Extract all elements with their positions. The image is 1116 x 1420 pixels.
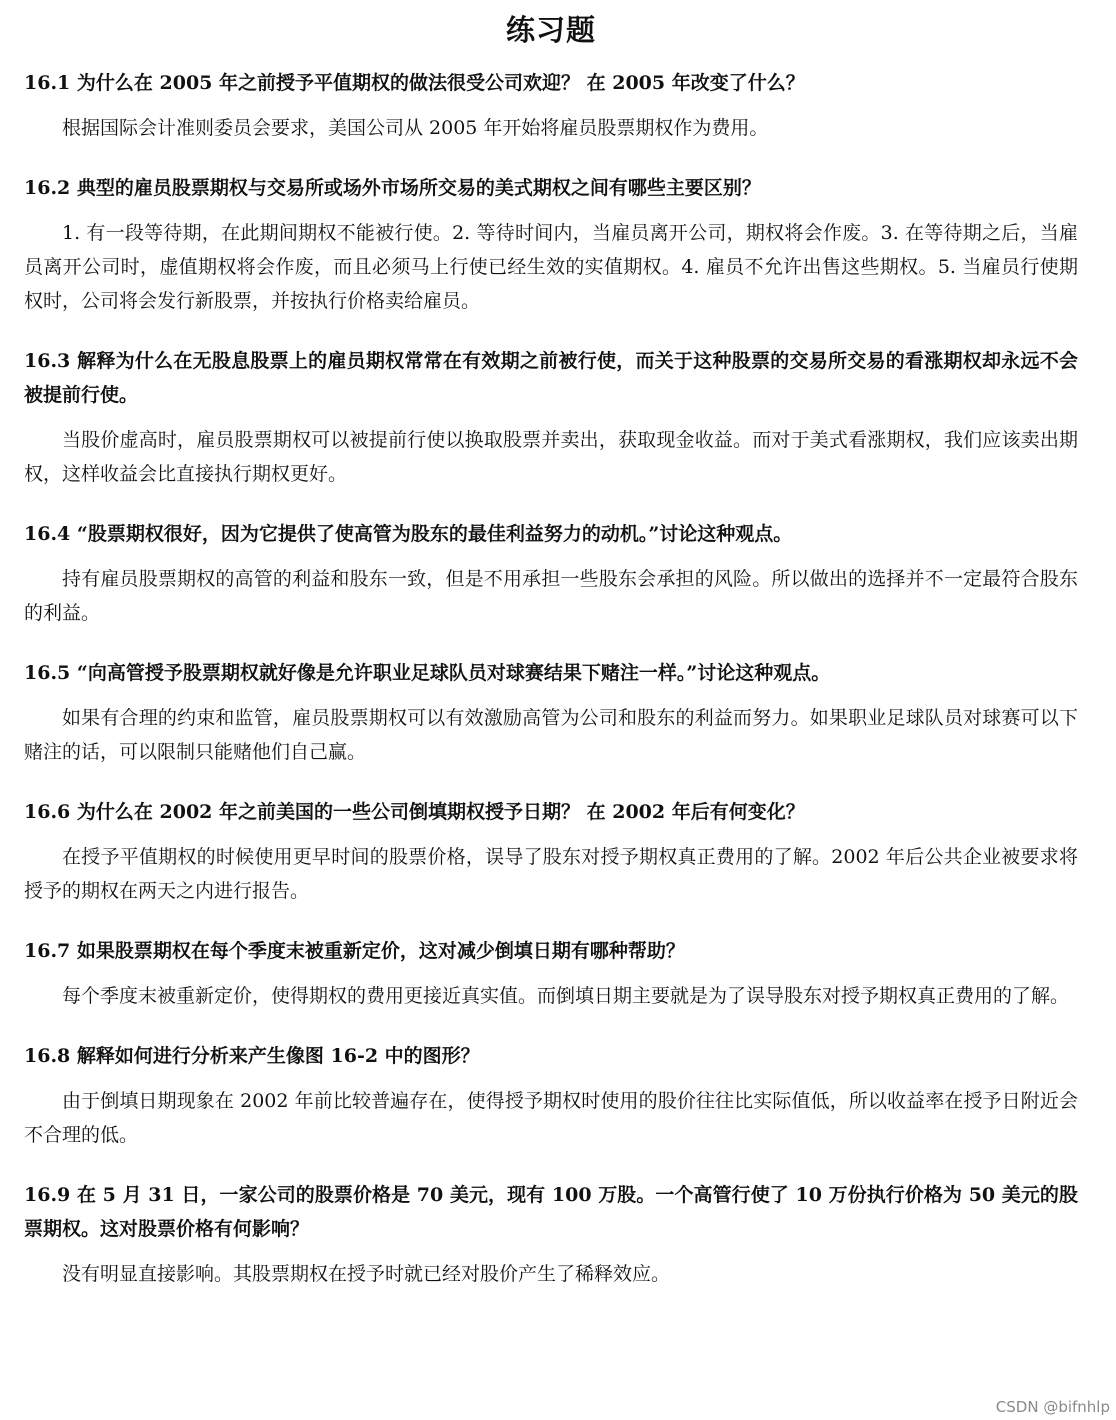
watermark: CSDN @bifnhlp <box>995 1398 1110 1416</box>
answer-16-4: 持有雇员股票期权的高管的利益和股东一致，但是不用承担一些股东会承担的风险。所以做出的选择并不一定最符合股东的利益。 <box>24 568 1078 624</box>
qa-item-16-1 <box>24 66 1078 145</box>
question-16-7: 16.7 如果股票期权在每个季度末被重新定价，这对减少倒填日期有哪种帮助？ <box>24 940 685 962</box>
qa-item-16-6 <box>24 795 1078 908</box>
qa-item-16-3 <box>24 344 1078 491</box>
question-16-4: 16.4 “股票期权很好，因为它提供了使高管为股东的最佳利益努力的动机。”讨论这种观点。 <box>24 523 793 545</box>
answer-16-7: 每个季度末被重新定价，使得期权的费用更接近真实值。而倒填日期主要就是为了误导股东对授予期权真正费用的了解。 <box>62 985 1070 1007</box>
qa-item-16-2 <box>24 171 1078 318</box>
answer-16-2: 1. 有一段等待期，在此期间期权不能被行使。2. 等待时间内，当雇员离开公司，期权将会作废。3. 在等待期之后，当雇员离开公司时，虚值期权将会作废，而且必须马上行使已经生效的实值期权。4. 雇员不允许出售这些期权。5. 当雇员行使期权时，公司将会发行新股票，并按执行价格卖给雇员。 <box>24 222 1078 312</box>
question-16-9: 16.9 在 5 月 31 日，一家公司的股票价格是 70 美元，现有 100 万股。一个高管行使了 10 万份执行价格为 50 美元的股票期权。这对股票价格有何影响？ <box>24 1184 1078 1240</box>
answer-16-8: 由于倒填日期现象在 2002 年前比较普遍存在，使得授予期权时使用的股价往往比实际值低，所以收益率在授予日附近会不合理的低。 <box>24 1090 1078 1146</box>
qa-item-16-9 <box>24 1178 1078 1291</box>
answer-16-5: 如果有合理的约束和监管，雇员股票期权可以有效激励高管为公司和股东的利益而努力。如果职业足球队员对球赛可以下赌注的话，可以限制只能赌他们自己赢。 <box>24 707 1078 763</box>
answer-16-1: 根据国际会计准则委员会要求，美国公司从 2005 年开始将雇员股票期权作为费用。 <box>62 117 769 139</box>
qa-item-16-8 <box>24 1039 1078 1152</box>
answer-16-3: 当股价虚高时，雇员股票期权可以被提前行使以换取股票并卖出，获取现金收益。而对于美式看涨期权，我们应该卖出期权，这样收益会比直接执行期权更好。 <box>24 429 1078 485</box>
qa-item-16-5 <box>24 656 1078 769</box>
question-16-5: 16.5 “向高管授予股票期权就好像是允许职业足球队员对球赛结果下赌注一样。”讨论这种观点。 <box>24 662 831 684</box>
document-page <box>24 8 1078 1291</box>
question-16-1: 16.1 为什么在 2005 年之前授予平值期权的做法很受公司欢迎？ 在 2005 年改变了什么？ <box>24 72 805 94</box>
question-16-3: 16.3 解释为什么在无股息股票上的雇员期权常常在有效期之前被行使，而关于这种股票的交易所交易的看涨期权却永远不会被提前行使。 <box>24 350 1078 406</box>
qa-item-16-7 <box>24 934 1078 1013</box>
question-16-6: 16.6 为什么在 2002 年之前美国的一些公司倒填期权授予日期？ 在 2002 年后有何变化？ <box>24 801 805 823</box>
qa-item-16-4 <box>24 517 1078 630</box>
question-16-2: 16.2 典型的雇员股票期权与交易所或场外市场所交易的美式期权之间有哪些主要区别？ <box>24 177 761 199</box>
answer-16-9: 没有明显直接影响。其股票期权在授予时就已经对股价产生了稀释效应。 <box>62 1263 671 1285</box>
question-16-8: 16.8 解释如何进行分析来产生像图 16-2 中的图形？ <box>24 1045 480 1067</box>
answer-16-6: 在授予平值期权的时候使用更早时间的股票价格，误导了股东对授予期权真正费用的了解。2002 年后公共企业被要求将授予的期权在两天之内进行报告。 <box>24 846 1078 902</box>
page-title: 练习题 <box>505 13 596 47</box>
